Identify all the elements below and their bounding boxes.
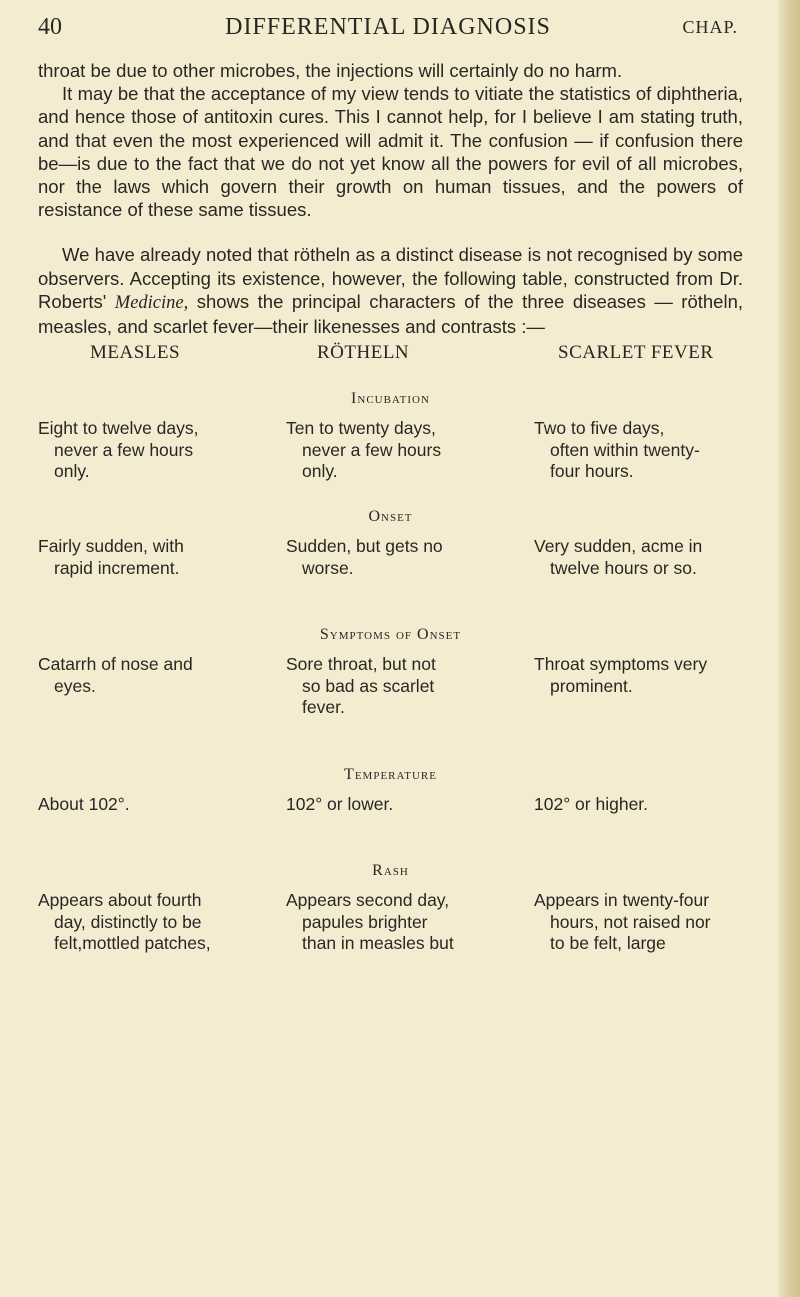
table-row <box>38 654 743 764</box>
cell-line: fever. <box>302 697 345 717</box>
cell-line: Fairly sudden, with <box>38 536 184 556</box>
cell-rotheln <box>286 890 496 955</box>
cell-line: worse. <box>302 557 354 578</box>
cell-line: twelve hours or so. <box>550 557 697 578</box>
cell-line: often within twenty- <box>550 439 700 460</box>
cell-line: Throat symptoms very <box>534 654 708 674</box>
cell-line: felt,mottled patches, <box>54 933 211 953</box>
cell-measles <box>38 654 248 697</box>
running-title: DIFFERENTIAL DIAGNOSIS <box>225 14 551 40</box>
cell-line: Catarrh of nose and <box>38 654 193 674</box>
cell-scarlet-fever <box>534 654 744 697</box>
cell-line: About 102°. <box>38 794 130 814</box>
cell-line: 102° or lower. <box>286 794 394 814</box>
cell-line: never a few hours <box>54 439 194 460</box>
cell-line: only. <box>302 461 338 481</box>
cell-line: Two to five days, <box>534 418 665 438</box>
cell-rotheln <box>286 654 496 719</box>
cell-rotheln <box>286 418 496 483</box>
table-sections <box>38 388 743 970</box>
section-heading: Temperature <box>344 766 437 783</box>
table-row <box>38 418 743 506</box>
running-header <box>38 14 738 54</box>
paragraph-3 <box>38 243 743 338</box>
cell-line: so bad as scarlet <box>302 675 435 696</box>
table-row <box>38 890 743 970</box>
cell-rotheln <box>286 536 496 579</box>
cell-line: Ten to twenty days, <box>286 418 436 438</box>
cell-line: papules brighter <box>302 911 428 932</box>
body-text <box>38 59 743 338</box>
cell-line: to be felt, large <box>550 933 666 953</box>
cell-scarlet-fever <box>534 890 744 955</box>
table-row <box>38 536 743 624</box>
cell-line: Eight to twelve days, <box>38 418 199 438</box>
comparison-table <box>38 342 743 970</box>
cell-rotheln <box>286 794 496 816</box>
cell-line: eyes. <box>54 675 96 696</box>
paragraph-3-start: We have already noted that rötheln as a distinct disease is not recognised by some observers. Accepting its existence, however, the following table, constructed from Dr. Roberts' <box>38 244 743 312</box>
cell-scarlet-fever <box>534 794 744 816</box>
cell-line: prominent. <box>550 675 633 696</box>
cell-measles <box>38 536 248 579</box>
chapter-abbrev: CHAP. <box>682 17 738 37</box>
cell-line: Appears about fourth <box>38 890 202 910</box>
cell-line: hours, not raised nor <box>550 911 711 932</box>
section-heading: Incubation <box>351 390 430 407</box>
cell-scarlet-fever <box>534 536 744 579</box>
cell-line: Appears second day, <box>286 890 450 910</box>
cell-line: never a few hours <box>302 439 442 460</box>
cell-line: Sore throat, but not <box>286 654 436 674</box>
page-edge <box>778 0 800 1297</box>
page-number: 40 <box>38 14 62 40</box>
paragraph-3-end: shows the principal characters of the three diseases — rötheln, measles, and scarlet fever—their likenesses and contrasts :— <box>38 290 744 338</box>
section-heading: Onset <box>368 508 413 525</box>
column-header-rotheln: RÖTHELN <box>317 342 410 363</box>
column-headers <box>38 342 743 388</box>
cell-scarlet-fever <box>534 418 744 483</box>
cell-line: Appears in twenty-four <box>534 890 710 910</box>
cell-line: only. <box>54 461 90 481</box>
cell-line: Sudden, but gets no <box>286 536 443 556</box>
section-heading: Symptoms of Onset <box>319 626 462 643</box>
cell-line: than in measles but <box>302 933 454 953</box>
column-header-measles: MEASLES <box>90 342 181 363</box>
cell-line: four hours. <box>550 461 634 481</box>
cell-line: Very sudden, acme in <box>534 536 703 556</box>
book-title: Medicine, <box>114 292 189 313</box>
cell-measles <box>38 794 248 816</box>
section-heading: Rash <box>372 862 409 879</box>
column-header-scarlet-fever: SCARLET FEVER <box>558 342 714 363</box>
paragraph-2: It may be that the acceptance of my view tends to vitiate the statistics of diphtheria, and hence those of antitoxin cures. This I cannot help, for I believe I am stating truth, and that even the most experienced will admit it. The confusion — if confusion there be—is due to the fact that we do not yet know all the powers for evil of all microbes, nor the laws which govern their growth on human tissues, and the powers of resistance of these same tissues. <box>38 83 743 221</box>
paragraph-1: throat be due to other microbes, the injections will certainly do no harm. <box>38 60 623 81</box>
cell-measles <box>38 890 248 955</box>
cell-line: day, distinctly to be <box>54 911 202 932</box>
cell-measles <box>38 418 248 483</box>
cell-line: 102° or higher. <box>534 794 649 814</box>
table-row <box>38 794 743 860</box>
cell-line: rapid increment. <box>54 557 180 578</box>
